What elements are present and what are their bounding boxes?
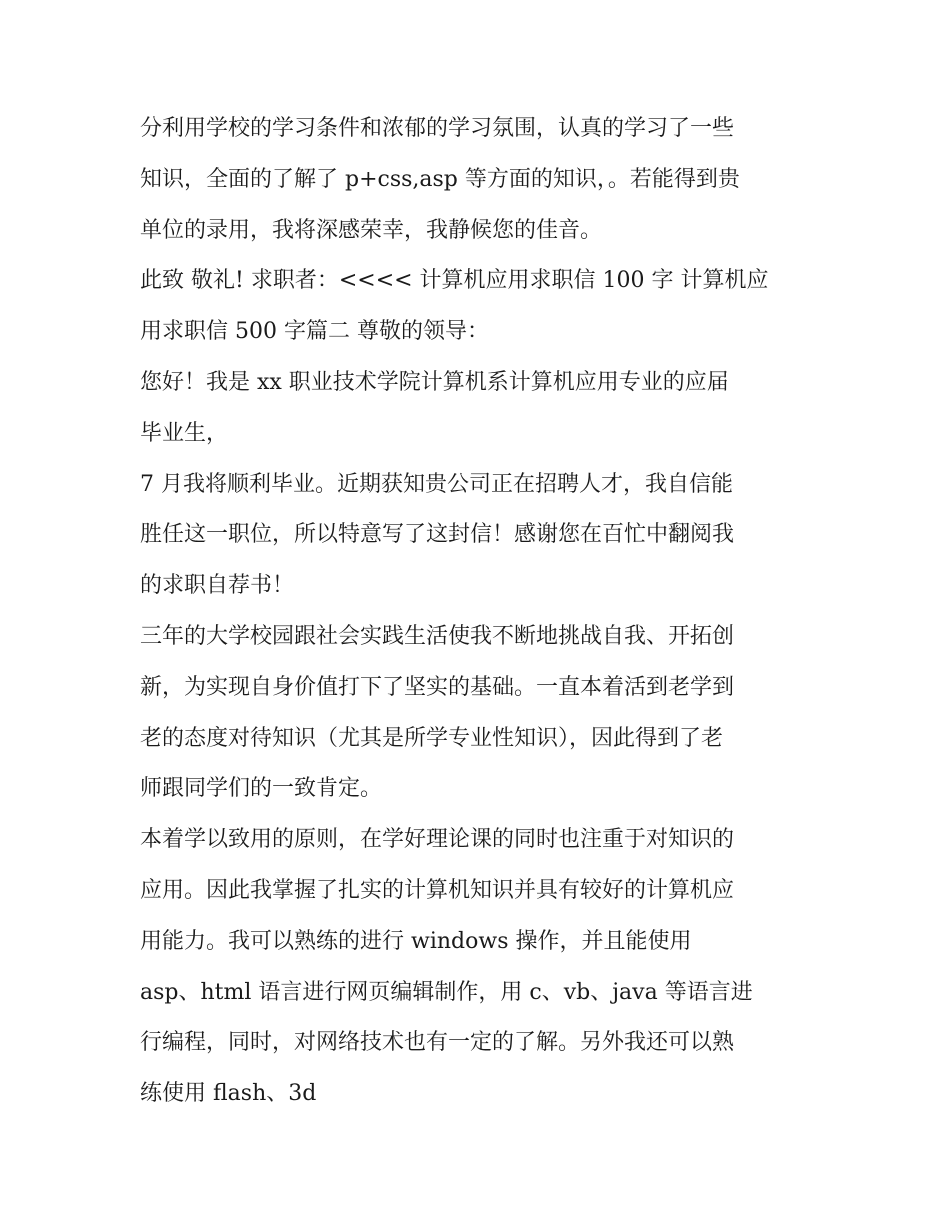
text-line: 单位的录用，我将深感荣幸，我静候您的佳音。 bbox=[140, 217, 603, 243]
text-line: 分利用学校的学习条件和浓郁的学习氛围，认真的学习了一些 bbox=[140, 116, 735, 141]
text-line: 毕业生， bbox=[140, 420, 229, 446]
text-line: 本着学以致用的原则，在学好理论课的同时也注重于对知识的 bbox=[140, 827, 735, 853]
text-line: 三年的大学校园跟社会实践生活使我不断地挑战自我、开拓创 bbox=[140, 623, 735, 649]
text-line: 您好！我是 xx 职业技术学院计算机系计算机应用专业的应届 bbox=[140, 369, 729, 395]
text-line: 此致 敬礼! 求职者：<<<< 计算机应用求职信 100 字 计算机应 bbox=[140, 268, 769, 294]
text-line: 练使用 flash、3d bbox=[140, 1081, 317, 1107]
text-line: 的求职自荐书！ bbox=[140, 573, 295, 599]
text-line: 新，为实现自身价值打下了坚实的基础。一直本着活到老学到 bbox=[140, 674, 735, 700]
text-line: 7 月我将顺利毕业。近期获知贵公司正在招聘人才，我自信能 bbox=[140, 471, 733, 497]
text-line: 行编程，同时，对网络技术也有一定的了解。另外我还可以熟 bbox=[140, 1030, 735, 1056]
text-line: asp、html 语言进行网页编辑制作，用 c、vb、java 等语言进 bbox=[140, 979, 753, 1005]
body-text bbox=[140, 104, 830, 1120]
text-line: 老的态度对待知识（尤其是所学专业性知识），因此得到了老 bbox=[140, 725, 724, 751]
text-line: 知识，全面的了解了 p+css,asp 等方面的知识，。若能得到贵 bbox=[140, 166, 740, 192]
text-line: 用能力。我可以熟练的进行 windows 操作，并且能使用 bbox=[140, 928, 692, 954]
text-line: 应用。因此我掌握了扎实的计算机知识并具有较好的计算机应 bbox=[140, 877, 735, 903]
text-line: 胜任这一职位，所以特意写了这封信！感谢您在百忙中翻阅我 bbox=[140, 522, 735, 548]
text-line: 用求职信 500 字篇二 尊敬的领导： bbox=[140, 319, 489, 345]
text-line: 师跟同学们的一致肯定。 bbox=[140, 776, 383, 802]
